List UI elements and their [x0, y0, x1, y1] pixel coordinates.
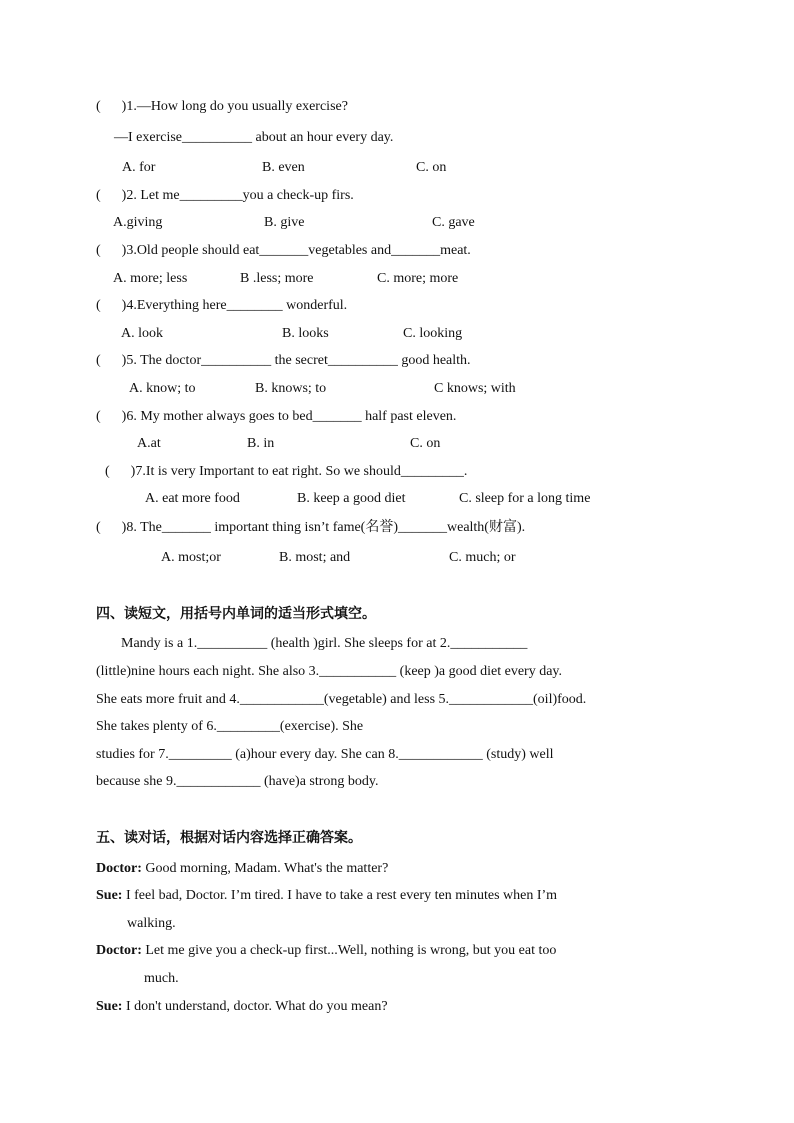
dialogue-line-4 [96, 998, 388, 1016]
dialogue-text: I feel bad, Doctor. I’m tired. I have to take a rest every ten minutes when I’m [125, 888, 558, 903]
speaker-doctor: Doctor: [96, 861, 142, 876]
question-2-option-b: B. give [264, 215, 305, 230]
passage-line-5: studies for 7._________ (a)hour every day. She can 8.____________ (study) well [96, 747, 554, 762]
dialogue-line-3-cont: much. [144, 971, 179, 986]
section-4-heading: 四、读短文，用括号内单词的适当形式填空。 [96, 606, 376, 622]
section-5-heading: 五、读对话，根据对话内容选择正确答案。 [96, 830, 362, 846]
question-3-stem: ( )3.Old people should eat_______vegetables and_______meat. [96, 243, 471, 258]
question-6-option-c: C. on [410, 436, 441, 451]
question-7-option-c: C. sleep for a long time [459, 491, 591, 506]
passage-line-4: She takes plenty of 6._________(exercise). She [96, 719, 364, 734]
question-5-option-b: B. knows; to [255, 381, 327, 396]
question-1-stem: ( )1.—How long do you usually exercise? [96, 99, 348, 114]
question-8-stem: ( )8. The_______ important thing isn’t fame(名誉)_______wealth(财富). [96, 520, 526, 535]
question-2-option-c: C. gave [432, 215, 475, 230]
question-7-stem: ( )7.It is very Important to eat right. So we should_________. [105, 464, 468, 479]
dialogue-line-3 [96, 942, 556, 960]
dialogue-line-1 [96, 860, 388, 878]
question-8-option-a: A. most;or [161, 550, 221, 565]
passage-line-2: (little)nine hours each night. She also 3.___________ (keep )a good diet every day. [96, 664, 563, 679]
speaker-doctor: Doctor: [96, 943, 142, 958]
question-3-option-b: B .less; more [240, 271, 314, 286]
question-3-option-c: C. more; more [377, 271, 459, 286]
question-4-option-a: A. look [121, 326, 163, 341]
passage-line-1: Mandy is a 1.__________ (health )girl. She sleeps for at 2.___________ [121, 636, 528, 651]
dialogue-line-2-cont: walking. [127, 916, 176, 931]
dialogue-line-2 [96, 887, 557, 905]
question-7-option-b: B. keep a good diet [297, 491, 406, 506]
speaker-sue: Sue: [96, 999, 123, 1014]
question-1-option-c: C. on [416, 160, 447, 175]
passage-line-6: because she 9.____________ (have)a strong body. [96, 774, 379, 789]
question-3-option-a: A. more; less [113, 271, 188, 286]
question-7-option-a: A. eat more food [145, 491, 240, 506]
question-1-option-b: B. even [262, 160, 305, 175]
question-2-option-a: A.giving [113, 215, 163, 230]
question-4-option-c: C. looking [403, 326, 463, 341]
question-4-option-b: B. looks [282, 326, 329, 341]
question-1-stem-answer: —I exercise__________ about an hour every day. [114, 130, 394, 145]
question-1-option-a: A. for [122, 160, 156, 175]
question-6-option-a: A.at [137, 436, 161, 451]
passage-line-3: She eats more fruit and 4.____________(vegetable) and less 5.____________(oil)food. [96, 692, 587, 707]
question-6-stem: ( )6. My mother always goes to bed_______ half past eleven. [96, 409, 457, 424]
dialogue-text: Let me give you a check-up first...Well, nothing is wrong, but you eat too [145, 943, 557, 958]
question-5-stem: ( )5. The doctor__________ the secret__________ good health. [96, 353, 471, 368]
dialogue-text: Good morning, Madam. What's the matter? [145, 861, 389, 876]
question-6-option-b: B. in [247, 436, 275, 451]
speaker-sue: Sue: [96, 888, 123, 903]
question-5-option-c: C knows; with [434, 381, 516, 396]
question-8-option-b: B. most; and [279, 550, 351, 565]
dialogue-text: I don't understand, doctor. What do you mean? [125, 999, 388, 1014]
question-8-option-c: C. much; or [449, 550, 516, 565]
question-2-stem: ( )2. Let me_________you a check-up firs. [96, 188, 354, 203]
question-5-option-a: A. know; to [129, 381, 196, 396]
question-4-stem: ( )4.Everything here________ wonderful. [96, 298, 348, 313]
